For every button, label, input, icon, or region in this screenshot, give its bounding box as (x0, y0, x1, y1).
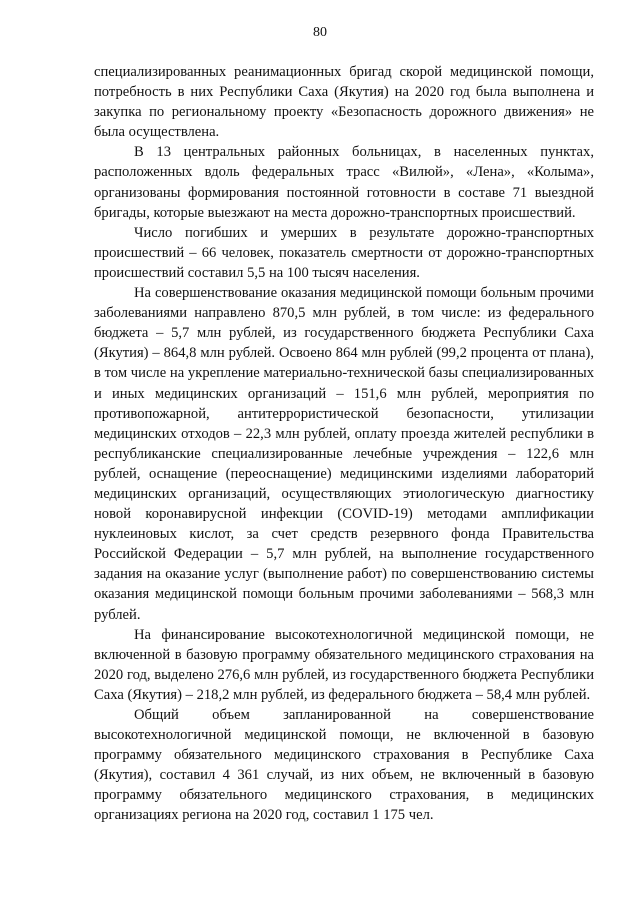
page-number: 80 (313, 25, 327, 40)
document-body (94, 62, 594, 826)
paragraph-ambulance-teams: В 13 центральных районных больницах, в населенных пунктах, расположенных вдоль федеральных трасс «Вилюй», «Лена», «Колыма», организованы формирования постоянной готовности в составе 71 выездной бригады, которые выезжают на места дорожно-транспортных происшествий. (94, 144, 594, 221)
paragraph-continued: специализированных реанимационных бригад скорой медицинской помощи, потребность в них Республики Саха (Якутия) на 2020 год была выполнена и закупка по региональному проекту «Безопасность дорожного движения» не была осуществлена. (94, 64, 594, 141)
paragraph-other-diseases-funding: На совершенствование оказания медицинской помощи больным прочими заболеваниями направлено 870,5 млн рублей, в том числе: из федерального бюджета – 5,7 млн рублей, из государственного бюджета Республики Саха (Якутия) – 864,8 млн рублей. Освоено 864 млн рублей (99,2 процента от плана), в том числе на укрепление материально-технической базы специализированных и иных медицинских организаций – 151,6 млн рублей, мероприятия по противопожарной, антитеррористической безопасности, утилизации медицинских отходов – 22,3 млн рублей, оплату проезда жителей республики в республиканские специализированные лечебные учреждения – 122,6 млн рублей, оснащение (переоснащение) медицинскими изделиями лабораторий медицинских организаций, осуществляющих этиологическую диагностику новой коронавирусной инфекции (COVID-19) методами амплификации нуклеиновых кислот, за счет средств резервного фонда Правительства Российской Федерации – 5,7 млн рублей, на выполнение государственного задания на оказание услуг (выполнение работ) по совершенствованию системы оказания медицинской помощи больным прочими заболеваниями – 568,3 млн рублей. (94, 285, 594, 623)
paragraph-road-deaths: Число погибших и умерших в результате дорожно-транспортных происшествий – 66 человек, показатель смертности от дорожно-транспортных происшествий составил 5,5 на 100 тысяч населения. (94, 224, 594, 281)
paragraph-high-tech-funding: На финансирование высокотехнологичной медицинской помощи, не включенной в базовую программу обязательного медицинского страхования на 2020 год, выделено 276,6 млн рублей, из государственного бюджета Республики Саха (Якутия) – 218,2 млн рублей, из федерального бюджета – 58,4 млн рублей. (94, 626, 594, 703)
paragraph-high-tech-volume: Общий объем запланированной на совершенствование высокотехнологичной медицинской помощи, не включенной в базовую программу обязательного медицинского страхования в Республике Саха (Якутия), составил 4 361 случай, из них объем, не включенный в базовую программу обязательного медицинского страхования, в медицинских организациях региона на 2020 год, составил 1 175 чел. (94, 707, 594, 824)
